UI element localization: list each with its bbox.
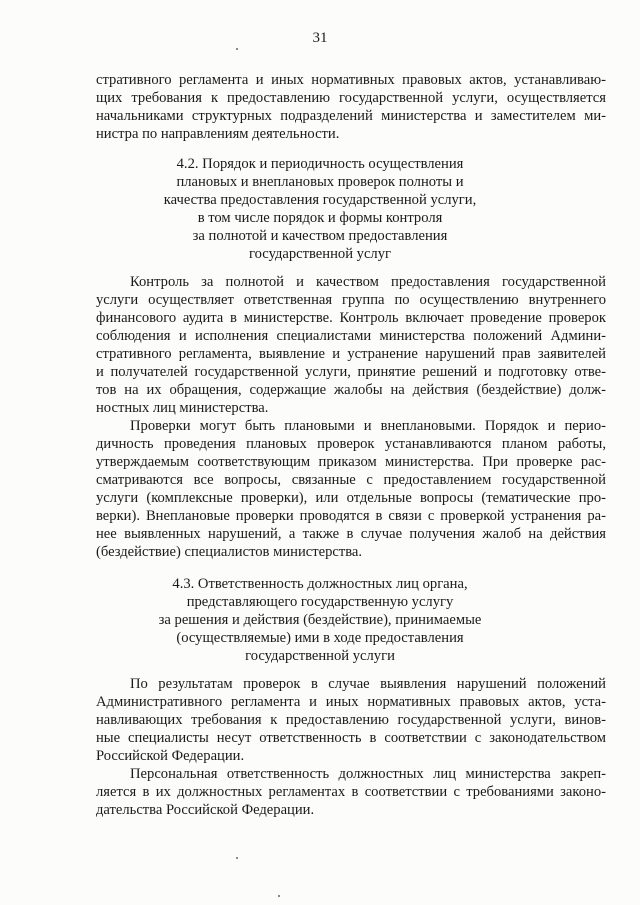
text-line: Контроль за полнотой и качеством предоставления государственной (130, 274, 606, 290)
text-line: нистра по направлениям деятельности. (96, 126, 340, 142)
text-line: дательства Российской Федерации. (96, 802, 315, 818)
text-line: щих требования к предоставлению государственной услуги, осуществляется (96, 90, 606, 106)
text-line: Российской Федерации. (96, 748, 245, 764)
text-line: Проверки могут быть плановыми и внеплановыми. Порядок и перио- (130, 418, 606, 434)
text-line: соблюдения и исполнения специалистами министерства положений Админи- (96, 328, 606, 344)
section-heading-line: в том числе порядок и формы контроля (197, 210, 443, 226)
section-heading-line: за полнотой и качеством предоставления (192, 228, 448, 244)
text-line: нее выявленных нарушений, а также в случае получения жалоб на действия (96, 526, 606, 542)
page-number: 31 (312, 30, 328, 46)
text-line: начальниками структурных подразделений министерства и заместителем ми- (96, 108, 606, 124)
section-heading-line: 4.3. Ответственность должностных лиц органа, (172, 576, 468, 592)
text-line: ные специалисты несут ответственность в соответствии с законодательством (96, 730, 606, 746)
text-line: утверждаемым соответствующим приказом министерства. При проверке рас- (96, 454, 606, 470)
text-line: Административного регламента и иных нормативных правовых актов, уста- (96, 694, 606, 710)
text-line: верки). Внеплановые проверки проводятся в связи с проверкой устранения ра- (96, 508, 606, 524)
section-heading-line: представляющего государственную услугу (186, 594, 454, 610)
scan-speck (278, 895, 280, 897)
section-heading-line: плановых и внеплановых проверок полноты и (176, 174, 464, 190)
section-heading-line: 4.2. Порядок и периодичность осуществления (176, 156, 464, 172)
text-line: навливающих требования к предоставлению государственной услуги, винов- (96, 712, 606, 728)
text-line: услуги (комплексные проверки), или отдельные вопросы (тематические про- (96, 490, 606, 506)
text-line: (бездействие) специалистов министерства. (96, 544, 363, 560)
text-line: дичность проведения плановых проверок устанавливаются планом работы, (96, 436, 606, 452)
scan-speck (236, 48, 238, 50)
text-line: и получателей государственной услуги, принятие решений и подготовку отве- (96, 364, 606, 380)
text-line: стративного регламента, выявление и устранение нарушений прав заявителей (96, 346, 606, 362)
text-line: услуги осуществляет ответственная группа по осуществлению внутреннего (96, 292, 606, 308)
scan-speck (236, 857, 238, 859)
text-line: сматриваются все вопросы, связанные с предоставлением государственной (96, 472, 606, 488)
section-heading-line: государственной услуги (245, 648, 395, 664)
text-line: стративного регламента и иных нормативных правовых актов, устанавливаю- (96, 72, 606, 88)
text-line: Персональная ответственность должностных лиц министерства закреп- (130, 766, 606, 782)
text-line: финансового аудита в министерстве. Контроль включает проведение проверок (96, 310, 606, 326)
section-heading-line: качества предоставления государственной услуги, (163, 192, 477, 208)
section-heading-line: (осуществляемые) ими в ходе предоставления (176, 630, 464, 646)
section-heading-line: государственной услуг (249, 246, 391, 262)
text-line: По результатам проверок в случае выявления нарушений положений (130, 676, 606, 692)
text-line: ностных лиц министерства. (96, 400, 269, 416)
text-line: тов на их обращения, содержащие жалобы на действия (бездействие) долж- (96, 382, 606, 398)
section-heading-line: за решения и действия (бездействие), принимаемые (158, 612, 482, 628)
text-line: ляется в их должностных регламентах в соответствии с требованиями законо- (96, 784, 606, 800)
